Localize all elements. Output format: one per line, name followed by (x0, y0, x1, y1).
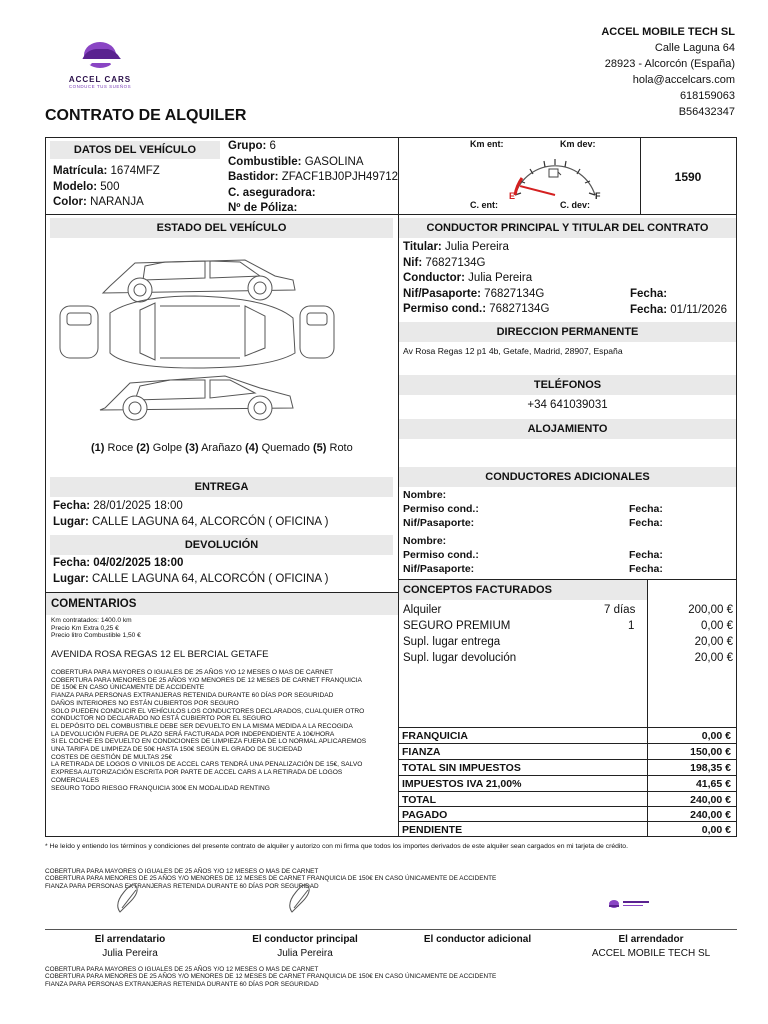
company-email: hola@accelcars.com (632, 74, 735, 86)
adicionales-fechas: Fecha: Fecha: Fecha: Fecha: (629, 503, 663, 575)
telefono-value: +34 641039031 (527, 399, 608, 411)
devolucion-header: DEVOLUCIÓN (50, 535, 393, 555)
logo-tagline: CONDUCE TUS SUEÑOS (68, 84, 132, 89)
car-diagram (55, 248, 335, 433)
gauge-e-label: E (509, 191, 516, 200)
contract-number: 1590 (674, 170, 702, 184)
modelo-value: 500 (100, 180, 120, 193)
c-ent-label: C. ent: (470, 200, 498, 210)
direccion-header: DIRECCION PERMANENTE (399, 322, 736, 342)
sig-conductor-adicional: El conductor adicional (423, 934, 532, 945)
comment-terms: COBERTURA PARA MAYORES O IGUALES DE 25 AÑOS Y/O 12 MESES O MAS DE CARNET COBERTURA PARA MENORES DE 25 AÑOS Y/O MENORES DE 12 MESES DE CARNET FRANQUICIA DE 150€ EN CASO ÚNICAMENTE DE ACCIDENTE FIANZA PARA PERSONAS EXTRANJERAS RETENIDA DURANTE 60 DÍAS POR SEGURIDAD DAÑOS INTERIORES NO ESTÁN CUBIERTOS POR SEGURO SOLO PUEDEN CONDUCIR EL VEHÍCULOS LOS CONDUCTORES DECLARADOS, CUALQUIER OTRO CONDUCTOR NO DECLARADO NO ESTÁ CUBIERTO POR EL SEGURO EL DEPÓSITO DEL COMBUSTIBLE DEBE SER DEVUELTO EN LA MISMA MEDIDA A LA RECOGIDA LA DEVOLUCIÓN FUERA DE PLAZO SERÁ FACTURADA POR INDEPENDIENTE A 10€/HORA SI EL COCHE ES DEVUELTO EN CONDICIONES DE LIMPIEZA FUERA DE LO NORMAL APLICAREMOS UNA TARIFA DE LIMPIEZA DE 50€ HASTA 150€ SEGÚN EL GRADO DE SUCIEDAD COSTES DE GESTIÓN DE MULTAS 25€ LA RETIRADA DE LOGOS O VINILOS DE ACCEL CARS TENDRÁ UNA PENALIZACIÓN DE 15€, SALVO EXPRESA AUTORIZACIÓN ESCRITA POR PARTE DE ACCEL CARS A LA RETIRADA DE LOGOS COMERCIALES SEGURO TODO RIESGO FRANQUICIA 300€ EN MODALIDAD RENTING (51, 669, 367, 792)
titular-value: Julia Pereira (444, 241, 509, 253)
total-row-sin-impuestos: TOTAL SIN IMPUESTOS 198,35 € (398, 759, 736, 775)
total-row-fianza: FIANZA 150,00 € (398, 743, 736, 759)
fuel-needle (520, 186, 555, 195)
adicionales-block: Nombre: Permiso cond.: Nif/Pasaporte: Nombre: Permiso cond.: Nif/Pasaporte: (403, 489, 479, 575)
signature-terms: COBERTURA PARA MAYORES O IGUALES DE 25 AÑOS Y/O 12 MESES O MAS DE CARNET COBERTURA PARA MENORES DE 25 AÑOS Y/O MENORES DE 12 MESES DE CARNET FRANQUICIA DE 150€ EN CASO ÚNICAMENTE DE ACCIDENTE FIANZA PARA PERSONAS EXTRANJERAS RETENIDA DURANTE 60 DÍAS POR SEGURIDAD (45, 868, 497, 890)
bastidor-value: ZFACF1BJ0PJH49712 (281, 171, 399, 183)
company-address: Calle Laguna 64 (654, 42, 735, 54)
devolucion-lugar: CALLE LAGUNA 64, ALCORCÓN ( OFICINA ) (91, 572, 329, 585)
damage-legend: (1) Roce (2) Golpe (3) Arañazo (4) Quemado (5) Roto (91, 442, 353, 454)
entrega-data: Fecha: 28/01/2025 18:00 Lugar: CALLE LAGUNA 64, ALCORCÓN ( OFICINA ) (53, 500, 329, 528)
arrendador-stamp-logo (606, 897, 664, 911)
estado-header: ESTADO DEL VEHÍCULO (50, 218, 393, 238)
matricula-value: 1674MFZ (110, 165, 160, 177)
signature-conductor (282, 878, 322, 918)
sig-arrendatario: El arrendatario Julia Pereira (94, 934, 166, 959)
comentarios-header: COMENTARIOS (51, 598, 137, 610)
conceptos-items (403, 602, 733, 666)
km-info: Km contratados: 1400.0 km Precio Km Extra 0,25 € Precio litro Combustible 1,50 € (51, 617, 141, 640)
km-dev-label: Km dev: (560, 139, 596, 149)
color-value: NARANJA (90, 196, 144, 208)
conductor-data: Titular: Julia Pereira Nif: 76827134G Conductor: Julia Pereira Nif/Pasaporte: 76827134G Permiso cond.: 76827134G (403, 241, 550, 315)
conceptos-header: CONCEPTOS FACTURADOS (403, 584, 552, 596)
company-cif: B56432347 (678, 106, 735, 118)
total-row-pendiente: PENDIENTE 0,00 € (398, 821, 736, 836)
entrega-header: ENTREGA (50, 477, 393, 497)
permiso-fecha: 01/11/2026 (670, 303, 727, 316)
total-row-franquicia: FRANQUICIA 0,00 € (398, 727, 736, 743)
company-info (435, 24, 735, 120)
page-title: CONTRATO DE ALQUILER (45, 107, 247, 124)
logo-name: ACCEL CARS (68, 75, 132, 84)
vehicle-header: DATOS DEL VEHÍCULO (50, 141, 220, 159)
conductor-fechas: Fecha: Fecha: 01/11/2026 (630, 288, 727, 316)
concepto-row: Alquiler 7 días 200,00 € (403, 604, 733, 616)
total-row-iva: IMPUESTOS IVA 21,00% 41,65 € (398, 775, 736, 791)
bottom-terms: COBERTURA PARA MAYORES O IGUALES DE 25 AÑOS Y/O 12 MESES O MAS DE CARNET COBERTURA PARA MENORES DE 25 AÑOS Y/O MENORES DE 12 MESES DE CARNET FRANQUICIA DE 150€ EN CASO ÚNICAMENTE DE ACCIDENTE FIANZA PARA PERSONAS EXTRANJERAS RETENIDA DURANTE 60 DÍAS POR SEGURIDAD (45, 966, 497, 988)
signature-arrendatario (110, 878, 150, 918)
devolucion-fecha: Fecha: 04/02/2025 18:00 (53, 557, 184, 569)
vehicle-left-data: Matrícula: 1674MFZ Modelo: 500 Color: NARANJA (53, 165, 160, 208)
conductor-value: Julia Pereira (468, 272, 533, 284)
company-city: 28923 - Alcorcón (España) (604, 58, 735, 70)
grupo-value: 6 (269, 140, 276, 152)
gauge-f-label: F (595, 191, 601, 200)
km-ent-label: Km ent: (470, 139, 504, 149)
alojamiento-header: ALOJAMIENTO (399, 419, 736, 439)
entrega-lugar: CALLE LAGUNA 64, ALCORCÓN ( OFICINA ) (91, 515, 329, 528)
logo-car-icon (60, 38, 140, 72)
sig-conductor-principal: El conductor principal Julia Pereira (252, 934, 358, 959)
company-phone: 618159063 (679, 90, 735, 102)
fuel-gauge-icon (500, 150, 610, 200)
concepto-row: Supl. lugar devolución 20,00 € (403, 652, 733, 664)
adicionales-header: CONDUCTORES ADICIONALES (399, 467, 736, 487)
telefonos-header: TELÉFONOS (399, 375, 736, 395)
comment-address: AVENIDA ROSA REGAS 12 EL BERCIAL GETAFE (51, 649, 269, 660)
footnote: * He leído y entiendo los términos y condiciones del presente contrato de alquiler y autorizo con mi firma que todos los importes derivados de este alquiler sean cargados en mi tarjeta de crédito. (45, 843, 628, 850)
total-row-total: TOTAL 240,00 € (398, 791, 736, 807)
conductor-header: CONDUCTOR PRINCIPAL Y TITULAR DEL CONTRATO (399, 218, 736, 238)
vehicle-right-data: Grupo: 6 Combustible: GASOLINA Bastidor: ZFACF1BJ0PJH49712 C. aseguradora: Nº de Póliza: (228, 140, 399, 214)
nif-value: 76827134G (425, 256, 486, 269)
devolucion-data: Fecha: 04/02/2025 18:00 Lugar: CALLE LAGUNA 64, ALCORCÓN ( OFICINA ) (53, 557, 329, 585)
concepto-row: Supl. lugar entrega 20,00 € (403, 636, 733, 648)
company-logo (60, 38, 140, 88)
concepto-row: SEGURO PREMIUM 1 0,00 € (403, 620, 733, 632)
direccion-value: Av Rosa Regas 12 p1 4b, Getafe, Madrid, 28907, España (403, 346, 623, 356)
total-row-pagado: PAGADO 240,00 € (398, 806, 736, 822)
c-dev-label: C. dev: (560, 200, 591, 210)
company-name: ACCEL MOBILE TECH SL (601, 26, 735, 38)
permiso-value: 76827134G (489, 303, 550, 315)
entrega-fecha: 28/01/2025 18:00 (93, 500, 183, 512)
nifpas-value: 76827134G (484, 287, 545, 300)
combustible-value: GASOLINA (304, 155, 364, 168)
sig-arrendador: El arrendador ACCEL MOBILE TECH SL (591, 934, 711, 959)
